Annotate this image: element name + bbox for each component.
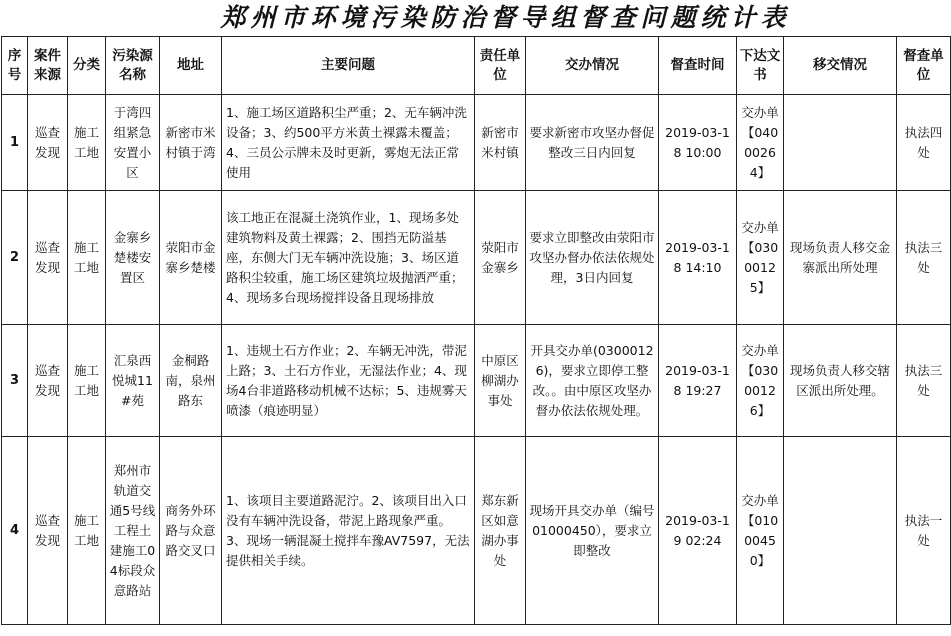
header-handling: 交办情况 — [526, 37, 659, 95]
cell-doc: 交办单【01000450】 — [737, 437, 784, 625]
cell-issue: 1、施工场区道路积尘严重；2、无车辆冲洗设备；3、约500平方米黄土裸露未覆盖；4、三员公示牌未及时更新，雾炮无法正常使用 — [222, 95, 475, 191]
cell-polluter: 金寨乡楚楼安置区 — [106, 191, 160, 325]
cell-doc: 交办单【03000126】 — [737, 325, 784, 437]
cell-doc: 交办单【04000264】 — [737, 95, 784, 191]
cell-time: 2019-03-18 19:27 — [659, 325, 737, 437]
cell-no: 3 — [2, 325, 28, 437]
cell-source: 巡查发现 — [28, 437, 68, 625]
cell-issue: 1、该项目主要道路泥泞。2、该项目出入口没有车辆冲洗设备，带泥上路现象严重。3、现场一辆混凝土搅拌车豫AV7597，无法提供相关手续。 — [222, 437, 475, 625]
cell-transfer: 现场负责人移交辖区派出所处理。 — [784, 325, 897, 437]
cell-source: 巡查发现 — [28, 325, 68, 437]
cell-time: 2019-03-19 02:24 — [659, 437, 737, 625]
cell-category: 施工工地 — [68, 437, 106, 625]
header-issue: 主要问题 — [222, 37, 475, 95]
cell-polluter: 汇泉西悦城11#苑 — [106, 325, 160, 437]
cell-handling: 现场开具交办单（编号01000450），要求立即整改 — [526, 437, 659, 625]
cell-transfer: 现场负责人移交金寨派出所处理 — [784, 191, 897, 325]
table-row — [2, 437, 951, 625]
cell-unit: 中原区柳湖办事处 — [475, 325, 526, 437]
header-time: 督查时间 — [659, 37, 737, 95]
cell-handling: 开具交办单(03000126)，要求立即停工整改。。由中原区攻坚办督办依法依规处理。 — [526, 325, 659, 437]
cell-address: 金桐路南，泉州路东 — [160, 325, 222, 437]
header-category: 分类 — [68, 37, 106, 95]
cell-unit: 郑东新区如意湖办事处 — [475, 437, 526, 625]
cell-inspector: 执法三处 — [897, 325, 951, 437]
cell-source: 巡查发现 — [28, 95, 68, 191]
cell-transfer — [784, 437, 897, 625]
header-no: 序号 — [2, 37, 28, 95]
table-row — [2, 325, 951, 437]
header-polluter: 污染源名称 — [106, 37, 160, 95]
cell-no: 4 — [2, 437, 28, 625]
cell-category: 施工工地 — [68, 95, 106, 191]
table-row — [2, 95, 951, 191]
cell-issue: 该工地正在混凝土浇筑作业，1、现场多处建筑物料及黄土裸露；2、围挡无防溢基座，东侧大门无车辆冲洗设施；3、场区道路积尘较重，施工场区建筑垃圾抛洒严重；4、现场多台现场搅拌设备且现场排放 — [222, 191, 475, 325]
header-doc: 下达文书 — [737, 37, 784, 95]
header-source: 案件来源 — [28, 37, 68, 95]
cell-time: 2019-03-18 10:00 — [659, 95, 737, 191]
header-transfer: 移交情况 — [784, 37, 897, 95]
cell-no: 2 — [2, 191, 28, 325]
cell-handling: 要求立即整改由荥阳市攻坚办督办依法依规处理，3日内回复 — [526, 191, 659, 325]
page-title: 郑州市环境污染防治督导组督查问题统计表 — [220, 3, 791, 32]
cell-issue: 1、违规土石方作业；2、车辆无冲洗，带泥上路；3、土石方作业，无湿法作业；4、现场4台非道路移动机械不达标；5、违规雾天喷漆（痕迹明显） — [222, 325, 475, 437]
cell-unit: 新密市米村镇 — [475, 95, 526, 191]
cell-transfer — [784, 95, 897, 191]
cell-address: 商务外环路与众意路交叉口 — [160, 437, 222, 625]
cell-handling: 要求新密市攻坚办督促整改三日内回复 — [526, 95, 659, 191]
table-header-row — [2, 37, 951, 95]
cell-no: 1 — [2, 95, 28, 191]
header-unit: 责任单位 — [475, 37, 526, 95]
inspection-table — [1, 36, 951, 625]
cell-category: 施工工地 — [68, 325, 106, 437]
cell-inspector: 执法一处 — [897, 437, 951, 625]
cell-source: 巡查发现 — [28, 191, 68, 325]
header-address: 地址 — [160, 37, 222, 95]
cell-time: 2019-03-18 14:10 — [659, 191, 737, 325]
cell-category: 施工工地 — [68, 191, 106, 325]
cell-polluter: 郑州市轨道交通5号线工程土建施工04标段众意路站 — [106, 437, 160, 625]
table-row — [2, 191, 951, 325]
cell-polluter: 于湾四组紧急安置小区 — [106, 95, 160, 191]
cell-inspector: 执法四处 — [897, 95, 951, 191]
cell-doc: 交办单【03000125】 — [737, 191, 784, 325]
header-inspector: 督查单位 — [897, 37, 951, 95]
cell-address: 新密市米村镇于湾 — [160, 95, 222, 191]
cell-unit: 荥阳市金寨乡 — [475, 191, 526, 325]
cell-inspector: 执法三处 — [897, 191, 951, 325]
cell-address: 荥阳市金寨乡楚楼 — [160, 191, 222, 325]
